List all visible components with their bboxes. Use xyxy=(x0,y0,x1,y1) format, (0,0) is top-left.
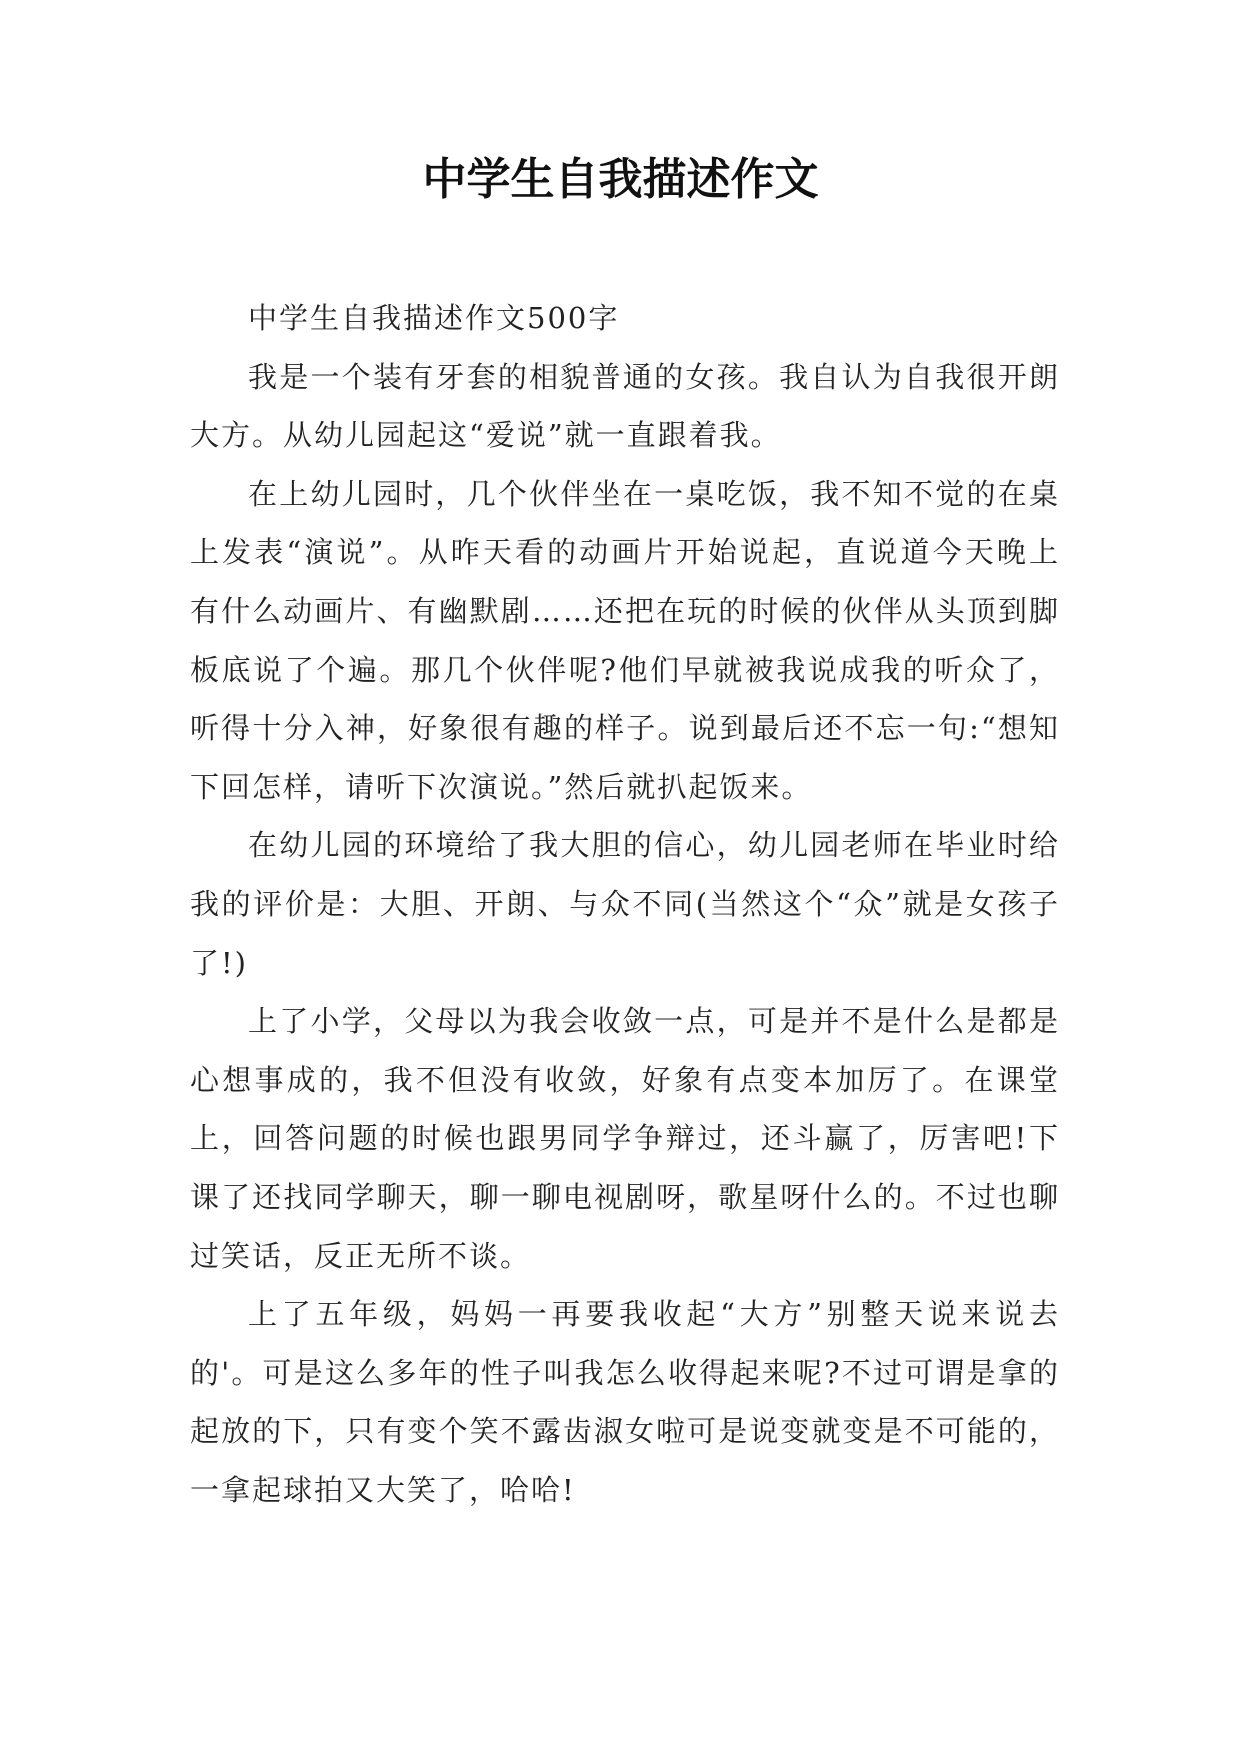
document-body xyxy=(190,289,1060,1519)
body-paragraph: 在上幼儿园时，几个伙伴坐在一桌吃饭，我不知不觉的在桌上发表“演说”。从昨天看的动画片开始说起，直说道今天晚上有什么动画片、有幽默剧……还把在玩的时候的伙伴从头顶到脚板底说了个遍。那几个伙伴呢?他们早就被我说成我的听众了，听得十分入神，好象很有趣的样子。说到最后还不忘一句:“想知下回怎样，请听下次演说。”然后就扒起饭来。 xyxy=(190,476,1060,804)
subtitle-paragraph: 中学生自我描述作文500字 xyxy=(248,301,620,335)
body-paragraph: 我是一个装有牙套的相貌普通的女孩。我自认为自我很开朗大方。从幼儿园起这“爱说”就一直跟着我。 xyxy=(190,359,1060,453)
body-paragraph: 在幼儿园的环境给了我大胆的信心，幼儿园老师在毕业时给我的评价是：大胆、开朗、与众不同(当然这个“众”就是女孩子了!) xyxy=(190,828,1060,980)
body-paragraph: 上了五年级，妈妈一再要我收起“大方”别整天说来说去的'。可是这么多年的性子叫我怎么收得起来呢?不过可谓是拿的起放的下，只有变个笑不露齿淑女啦可是说变就变是不可能的，一拿起球拍又大笑了，哈哈! xyxy=(190,1297,1060,1507)
body-paragraph: 上了小学，父母以为我会收敛一点，可是并不是什么是都是心想事成的，我不但没有收敛，好象有点变本加厉了。在课堂上，回答问题的时候也跟男同学争辩过，还斗赢了，厉害吧!下课了还找同学聊天，聊一聊电视剧呀，歌星呀什么的。不过也聊过笑话，反正无所不谈。 xyxy=(190,1004,1060,1273)
document-title: 中学生自我描述作文 xyxy=(422,154,819,205)
